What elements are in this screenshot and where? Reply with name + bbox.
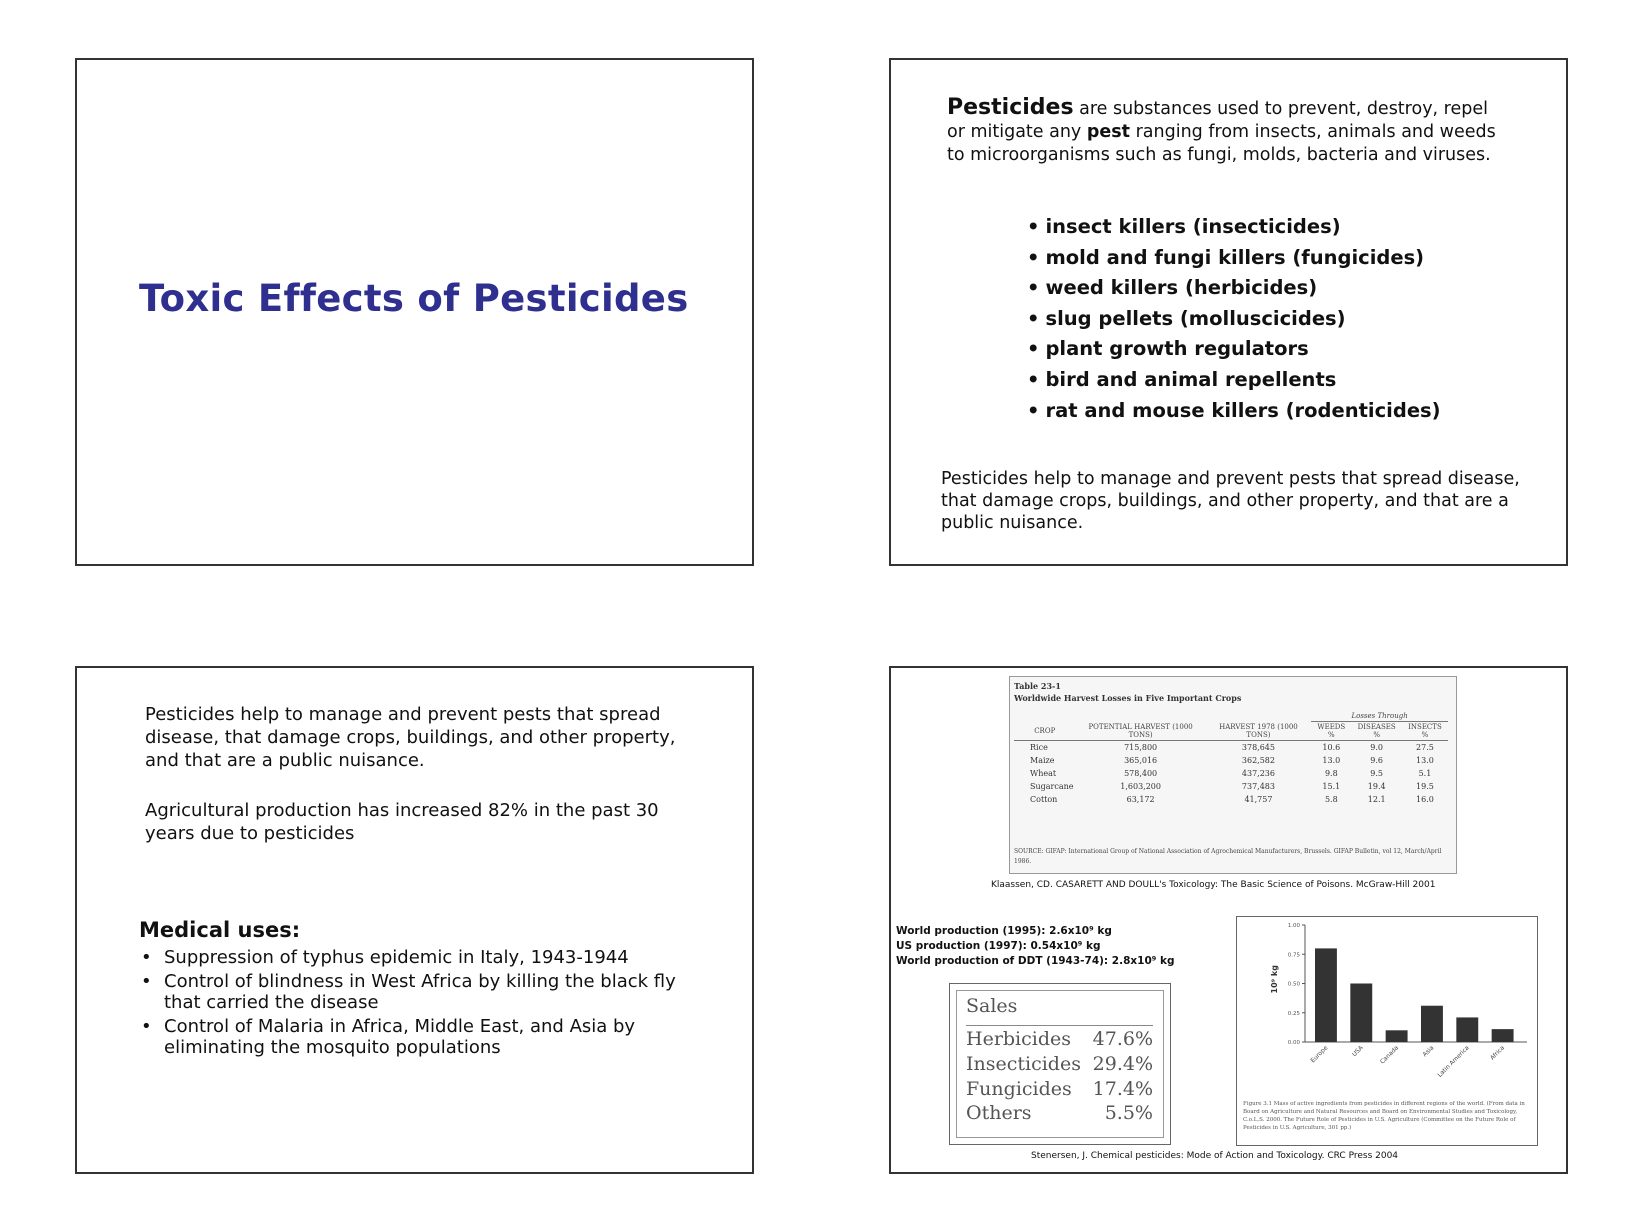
list-item: • mold and fungi killers (fungicides): [1027, 243, 1441, 274]
table-cell: 19.4: [1367, 782, 1386, 791]
paragraph-pests: Pesticides help to manage and prevent pests that spread disease, that damage crops, buildings, and other property, and that are a public nuisance.: [145, 704, 676, 771]
list-item: • weed killers (herbicides): [1027, 273, 1441, 304]
chart-caption: Figure 3.1 Mass of active ingredients from pesticides in different regions of the world. (From data in Board on Agriculture and Natural Resources and Board on Environmental Studies and Toxicology, C.o.L.S. 2000. The Future Role of Pesticides in U.S. Agriculture (Committee on the Future Role of Pesticides in U.S. Agriculture, 301 pp.): [1243, 1101, 1525, 1131]
y-tick-label: 0.75: [1287, 952, 1300, 959]
slide-title: [75, 58, 754, 566]
medical-uses-heading: Medical uses:: [139, 918, 301, 942]
production-line: US production (1997): 0.54x10⁹ kg: [896, 940, 1101, 952]
production-chart-box: [1236, 916, 1538, 1146]
table-cell: 9.5: [1370, 769, 1384, 778]
sales-value: 5.5%: [1104, 1102, 1153, 1124]
pesticide-types-list: [1027, 212, 1441, 426]
y-tick-label: 0.25: [1287, 1010, 1300, 1017]
bar: [1386, 1030, 1408, 1042]
production-line: World production (1995): 2.6x10⁹ kg: [896, 925, 1112, 937]
table-header: CROP: [1014, 722, 1075, 741]
bar: [1315, 948, 1337, 1042]
medical-uses-list: [139, 947, 699, 1061]
x-tick-label: Asia: [1421, 1044, 1436, 1059]
list-item: • Control of Malaria in Africa, Middle East, and Asia by eliminating the mosquito populations: [139, 1016, 699, 1058]
table-cell: Wheat: [1030, 769, 1057, 778]
y-tick-label: 0.50: [1287, 981, 1300, 988]
table-row: [1014, 767, 1448, 780]
production-bar-chart: [1237, 917, 1537, 1099]
table-cell: 737,483: [1241, 782, 1275, 791]
table-row: [1014, 741, 1448, 755]
paragraph-production: Agricultural production has increased 82% in the past 30 years due to pesticides: [145, 800, 659, 844]
y-tick-label: 1.00: [1287, 923, 1300, 929]
table-cell: 578,400: [1124, 769, 1158, 778]
definition-text-1: are substances used to prevent, destroy, repel or mitigate any: [947, 99, 1488, 142]
y-axis-label: 10⁹ kg: [1270, 965, 1279, 994]
table-row: [1014, 754, 1448, 767]
sales-label: Fungicides: [966, 1078, 1072, 1100]
production-line: World production of DDT (1943-74): 2.8x10⁹ kg: [896, 955, 1175, 967]
table-cell: 362,582: [1241, 756, 1275, 765]
table-cell: 63,172: [1126, 795, 1155, 804]
bar: [1350, 984, 1372, 1043]
table-row: [1014, 793, 1448, 806]
x-tick-label: Canada: [1378, 1044, 1401, 1066]
citation-klaassen: Klaassen, CD. CASARETT AND DOULL's Toxicology: The Basic Science of Poisons. McGraw-Hill 2001: [991, 880, 1436, 890]
table-cell: 27.5: [1416, 743, 1434, 752]
sales-value: 29.4%: [1092, 1053, 1153, 1075]
sales-row: [966, 1053, 1153, 1075]
table-cell: 41,757: [1244, 795, 1273, 804]
list-item: • slug pellets (molluscicides): [1027, 304, 1441, 335]
table-cell: 19.5: [1416, 782, 1434, 791]
sales-label: Others: [966, 1102, 1032, 1124]
table-header: DISEASES %: [1351, 722, 1401, 741]
table-row: [1014, 780, 1448, 793]
slide-note: Pesticides help to manage and prevent pests that spread disease, that damage crops, buildings, and other property, and that are a public nuisance.: [941, 469, 1520, 533]
table-cell: 5.1: [1418, 769, 1432, 778]
divider: [966, 1025, 1153, 1026]
sales-row: [966, 1028, 1153, 1050]
list-item: • insect killers (insecticides): [1027, 212, 1441, 243]
table-cell: 437,236: [1241, 769, 1275, 778]
table-source: SOURCE: GIFAP: International Group of National Association of Agrochemical Manufacturers, Brussels. GIFAP Bulletin, vol 12, March/April 1986.: [1014, 848, 1442, 865]
definition-term: Pesticides: [947, 95, 1074, 120]
x-tick-label: USA: [1350, 1044, 1365, 1059]
list-item: • Control of blindness in West Africa by killing the black fly that carried the disease: [139, 971, 699, 1013]
x-tick-label: Africa: [1488, 1044, 1507, 1062]
x-tick-label: Latin America: [1436, 1044, 1471, 1079]
list-item: • rat and mouse killers (rodenticides): [1027, 396, 1441, 427]
slide-title-text: Toxic Effects of Pesticides: [139, 277, 689, 320]
sales-title: Sales: [966, 995, 1018, 1017]
citation-stenersen: Stenersen, J. Chemical pesticides: Mode of Action and Toxicology. CRC Press 2004: [1031, 1151, 1399, 1161]
table-title: Worldwide Harvest Losses in Five Important Crops: [1014, 693, 1242, 703]
slide-uses: [75, 666, 754, 1174]
bar: [1421, 1006, 1443, 1042]
list-item: • Suppression of typhus epidemic in Italy, 1943-1944: [139, 947, 699, 968]
table-cell: 715,800: [1124, 743, 1158, 752]
table-cell: 5.8: [1324, 795, 1338, 804]
table-cell: 13.0: [1322, 756, 1341, 765]
sales-value: 47.6%: [1092, 1028, 1153, 1050]
table-group-header: Losses Through: [1311, 711, 1448, 722]
table-number: Table 23-1: [1014, 681, 1061, 691]
sales-row: [966, 1102, 1153, 1124]
table-header: HARVEST 1978 (1000 TONS): [1206, 722, 1311, 741]
table-header: INSECTS %: [1402, 722, 1448, 741]
definition-term-pest: pest: [1086, 122, 1131, 142]
sales-box: [949, 983, 1171, 1145]
table-cell: 9.8: [1324, 769, 1338, 778]
bar: [1492, 1029, 1514, 1042]
sales-label: Insecticides: [966, 1053, 1081, 1075]
slide-statistics: [889, 666, 1568, 1174]
list-item: • bird and animal repellents: [1027, 365, 1441, 396]
table-cell: 9.6: [1370, 756, 1384, 765]
table-cell: Cotton: [1030, 795, 1058, 804]
sales-value: 17.4%: [1092, 1078, 1153, 1100]
table-cell: 1,603,200: [1120, 782, 1161, 791]
table-cell: Sugarcane: [1030, 782, 1074, 791]
list-item: • plant growth regulators: [1027, 334, 1441, 365]
table-header: WEEDS %: [1311, 722, 1351, 741]
sales-label: Herbicides: [966, 1028, 1072, 1050]
table-grid: [1014, 711, 1448, 806]
table-cell: 15.1: [1322, 782, 1341, 791]
table-cell: 12.1: [1367, 795, 1386, 804]
table-cell: 365,016: [1124, 756, 1158, 765]
table-cell: 378,645: [1241, 743, 1275, 752]
sales-row: [966, 1078, 1153, 1100]
table-cell: Rice: [1030, 743, 1048, 752]
table-cell: 10.6: [1322, 743, 1341, 752]
harvest-loss-table: [1009, 676, 1457, 874]
definition-paragraph: [947, 96, 1507, 167]
table-cell: 13.0: [1416, 756, 1434, 765]
x-tick-label: Europe: [1309, 1044, 1330, 1065]
bar: [1456, 1017, 1478, 1042]
table-cell: 16.0: [1416, 795, 1434, 804]
definition-text-2: ranging from insects, animals and weeds to microorganisms such as fungi, molds, bacteria and viruses.: [947, 122, 1496, 165]
y-tick-label: 0.00: [1287, 1040, 1300, 1046]
slide-definition: [889, 58, 1568, 566]
table-header: POTENTIAL HARVEST (1000 TONS): [1075, 722, 1205, 741]
table-cell: 9.0: [1370, 743, 1384, 752]
table-cell: Maize: [1030, 756, 1055, 765]
